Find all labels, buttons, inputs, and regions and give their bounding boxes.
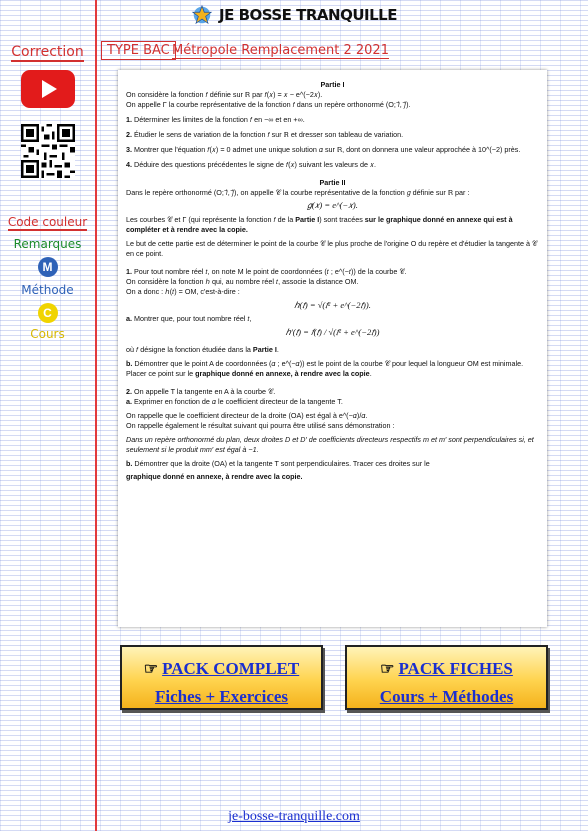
footer-link[interactable]: je-bosse-tranquille.com bbox=[228, 809, 360, 824]
pointing-hand-icon: ☞ bbox=[380, 661, 395, 678]
formula-g: 𝑔(𝑥) = e^(−𝑥). bbox=[307, 200, 358, 211]
question-3: 3. Montrer que l'équation 𝑓(𝑥) = 0 admet une unique solution 𝛼 sur ℝ, dont on donnera une valeur approchée à 10^(−2) près. bbox=[126, 144, 521, 154]
methode-icon: M bbox=[38, 257, 58, 277]
code-couleur-label: Code couleur bbox=[7, 215, 88, 229]
sub2-reminder2: On rappelle également le résultat suivant qui pourra être utilisé sans démonstration : bbox=[126, 420, 395, 430]
header bbox=[0, 4, 588, 31]
pointing-hand-icon: ☞ bbox=[143, 661, 159, 678]
sub1-line3: On a donc : ℎ(𝑡) = OM, c'est-à-dire : bbox=[126, 286, 240, 296]
exam-title: Métropole Remplacement 2 2021 bbox=[172, 43, 389, 58]
sub1-line1: 1. Pour tout nombre réel 𝑡, on note M le point de coordonnées (𝑡 ; e^(−𝑡)) de la courbe 𝒞. bbox=[126, 266, 407, 276]
exercise-document bbox=[118, 70, 547, 627]
part2-title: Partie II bbox=[319, 177, 346, 187]
pack-complet-button[interactable] bbox=[120, 645, 323, 710]
sub1a-after: où 𝑓 désigne la fonction étudiée dans la Partie I. bbox=[126, 345, 279, 355]
part2-line1: Dans le repère orthonormé (O; 𝑖⃗, 𝑗⃗), on appelle 𝒞 la courbe représentative de la fonction 𝑔 définie sur ℝ par : bbox=[126, 187, 470, 197]
formula-h: ℎ(𝑡) = √(𝑡² + e^(−2𝑡)). bbox=[294, 299, 371, 310]
sub2b-end: graphique donné en annexe, à rendre avec la copie. bbox=[126, 472, 303, 482]
sub2a: a. Exprimer en fonction de 𝛼 le coefficient directeur de la tangente T. bbox=[126, 396, 343, 406]
margin-line bbox=[95, 0, 97, 831]
remarques-label: Remarques bbox=[13, 237, 82, 251]
sub2-reminder1: On rappelle que le coefficient directeur de la droite (OA) est égal à e^(−𝛼)/𝛼. bbox=[126, 410, 368, 420]
pack-fiches-line1: ☞ PACK FICHES bbox=[380, 659, 513, 678]
logo-star-icon bbox=[191, 4, 213, 26]
part1-line2: On appelle Γ la courbe représentative de la fonction 𝑓 dans un repère orthonormé (O; 𝑖⃗, 𝑗⃗). bbox=[126, 99, 411, 109]
cours-label: Cours bbox=[30, 327, 65, 341]
sub2-theorem: Dans un repère orthonormé du plan, deux droites D et D′ de coefficients directeurs respectifs m et m′ sont perpendiculaires si, et seulement si le produit mm′ est égal à −1. bbox=[126, 434, 534, 454]
sub2b: b. Démontrer que la droite (OA) et la tangente T sont perpendiculaires. Tracer ces droites sur le bbox=[126, 458, 430, 468]
formula-h-prime: ℎ′(𝑡) = 𝑓(𝑡) / √(𝑡² + e^(−2𝑡)) bbox=[285, 327, 380, 338]
part1-title: Partie I bbox=[320, 80, 345, 89]
sub1b: b. Démontrer que le point A de coordonnées (𝛼 ; e^(−𝛼)) est le point de la courbe 𝒞 pour lequel la longueur OM est minimale. Placer ce point sur le graphique donné en annexe, à rendre avec la copie. bbox=[126, 359, 524, 378]
sidebar bbox=[0, 38, 95, 341]
correction-label: Correction bbox=[11, 44, 84, 60]
qr-code-icon[interactable] bbox=[21, 124, 75, 178]
sub2-line1: 2. On appelle T la tangente en A à la courbe 𝒞. bbox=[126, 386, 276, 396]
logo-text: JE BOSSE TRANQUILLE bbox=[219, 6, 397, 24]
question-1: 1. Déterminer les limites de la fonction 𝑓 en −∞ et en +∞. bbox=[126, 114, 305, 124]
sub1-line2: On considère la fonction ℎ qui, au nombre réel 𝑡, associe la distance OM. bbox=[126, 276, 359, 286]
part1-line1: On considère la fonction 𝑓 définie sur ℝ par 𝑓(𝑥) = 𝑥 − e^(−2𝑥). bbox=[126, 89, 323, 99]
part2-line3: Le but de cette partie est de déterminer le point de la courbe 𝒞 le plus proche de l'origine O du repère et d'étudier la tangente à 𝒞 en ce point. bbox=[126, 239, 538, 258]
pack-complet-line2: Fiches + Exercices bbox=[154, 687, 289, 706]
sub1a: a. Montrer que, pour tout nombre réel 𝑡, bbox=[126, 314, 252, 324]
pack-complet-line1: ☞ PACK COMPLET bbox=[143, 659, 300, 678]
pack-fiches-line2: Cours + Méthodes bbox=[379, 687, 514, 706]
question-2: 2. Étudier le sens de variation de la fonction 𝑓 sur ℝ et dresser son tableau de variation. bbox=[126, 129, 404, 139]
logo[interactable] bbox=[191, 4, 397, 26]
cours-icon: C bbox=[38, 303, 58, 323]
part2-line2: Les courbes 𝒞 et Γ (qui représente la fonction 𝑓 de la Partie I) sont tracées sur le graphique donné en annexe qui est à compléter et à rendre avec la copie. bbox=[126, 215, 513, 235]
type-bac-badge: TYPE BAC bbox=[101, 41, 176, 60]
youtube-icon[interactable] bbox=[21, 70, 75, 108]
methode-label: Méthode bbox=[21, 283, 74, 297]
pack-fiches-button[interactable] bbox=[345, 645, 548, 710]
question-4: 4. Déduire des questions précédentes le signe de 𝑓(𝑥) suivant les valeurs de 𝑥. bbox=[126, 159, 376, 169]
